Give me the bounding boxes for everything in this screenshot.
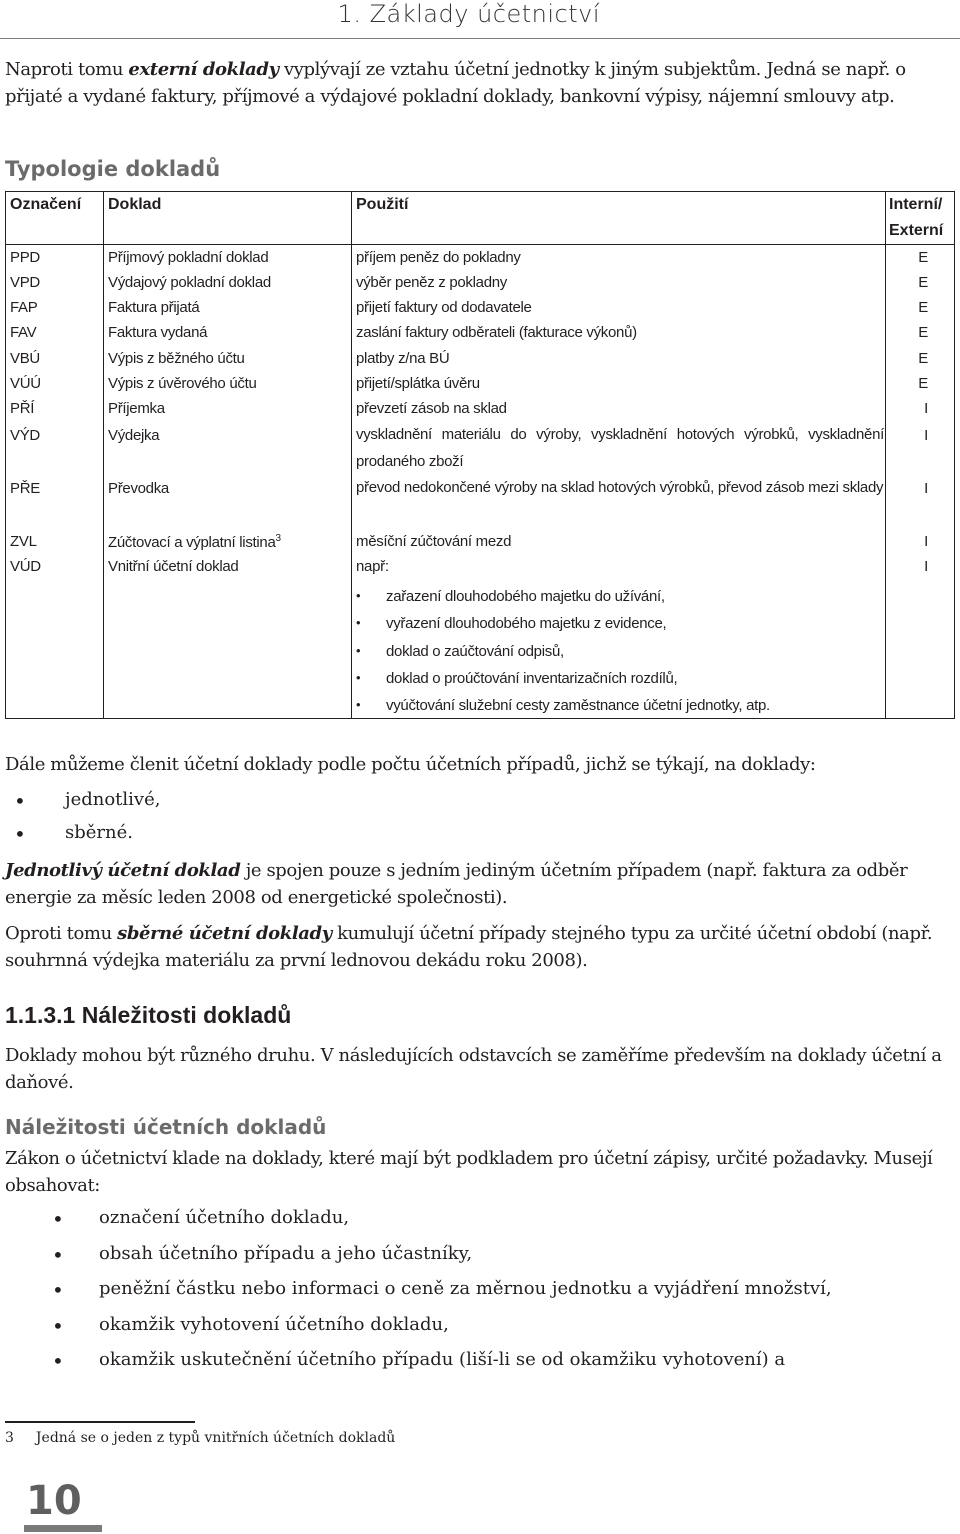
row-usage: převod nedokončené výroby na sklad hotových výrobků, převod zásob mezi sklady (356, 479, 884, 496)
footnote-rule (5, 1421, 195, 1423)
header-usage: Použití (356, 196, 409, 213)
row-type: E (918, 274, 928, 291)
column-divider (885, 192, 886, 718)
page-number: 10 (26, 1478, 82, 1524)
row-type: I (924, 533, 928, 550)
requirements-heading: Náležitosti účetních dokladů (5, 1115, 327, 1139)
row-document: Příjmový pokladní doklad (108, 249, 269, 266)
row-type: E (918, 375, 928, 392)
row-type: I (924, 400, 928, 417)
intro-pre: Naproti tomu (5, 59, 129, 80)
row-type: E (918, 299, 928, 316)
header-rule (6, 244, 954, 245)
row-usage: zaslání faktury odběrateli (fakturace výkonů) (356, 324, 637, 341)
section-heading: 1.1.3.1 Náležitosti dokladů (5, 1002, 292, 1028)
header-internal: Interní/ (889, 196, 943, 213)
row-document (108, 533, 281, 551)
row-document: Výpis z běžného účtu (108, 350, 245, 367)
row-usage: výběr peněz z pokladny (356, 274, 507, 291)
page-number-bar (24, 1525, 102, 1532)
row-document: Příjemka (108, 400, 165, 417)
row-document: Výdejka (108, 427, 160, 444)
row-code: VBÚ (10, 350, 40, 367)
typology-heading: Typologie dokladů (5, 157, 221, 181)
section-intro-paragraph: Doklady mohou být různého druhu. V následujících odstavcích se zaměříme především na doklady účetní a daňové. (5, 1045, 942, 1093)
row-document-text: Zúčtovací a výplatní listina (108, 534, 276, 551)
row-code: PŘE (10, 480, 40, 497)
intro-paragraph (5, 56, 955, 110)
header-external: Externí (889, 222, 944, 239)
row-usage: měsíční zúčtování mezd (356, 533, 512, 550)
row-usage: převzetí zásob na sklad (356, 400, 507, 417)
row-document: Převodka (108, 480, 169, 497)
row-document: Výdajový pokladní doklad (108, 274, 271, 291)
row-code: ZVL (10, 533, 37, 550)
intro-emphasis: externí doklady (128, 59, 279, 80)
row-document: Výpis z úvěrového účtu (108, 375, 257, 392)
header-code: Označení (10, 196, 82, 213)
row-usage: platby z/na BÚ (356, 350, 450, 367)
division-paragraph: Dále můžeme členit účetní doklady podle počtu účetních případů, jichž se týkají, na doklady: (5, 754, 816, 775)
row-type: I (924, 558, 928, 575)
collective-doc-paragraph: Oproti tomu sběrné účetní doklady kumulují účetní případy stejného typu za určité účetní období (např. souhrnná výdejka materiálu za první lednovou dekádu roku 2008). (5, 923, 933, 971)
row-type: I (924, 480, 928, 497)
row-code: PŘÍ (10, 400, 35, 417)
row-code: PPD (10, 249, 40, 266)
row-type: E (918, 249, 928, 266)
row-type: E (918, 324, 928, 341)
row-code: FAP (10, 299, 38, 316)
column-divider (103, 192, 104, 718)
row-type: E (918, 350, 928, 367)
row-code: VÚÚ (10, 375, 41, 392)
single-doc-paragraph: Jednotlivý účetní doklad je spojen pouze s jedním jediným účetním případem (např. faktura za odběr energie za měsíc leden 2008 od energetické společnosti). (5, 860, 908, 908)
footnote-text: Jedná se o jeden z typů vnitřních účetních dokladů (35, 1430, 396, 1446)
row-code: VÚD (10, 558, 41, 575)
running-head-title: 1. Základy účetnictví (337, 0, 600, 28)
row-document: Faktura vydaná (108, 324, 208, 341)
row-code: VÝD (10, 427, 40, 444)
row-usage: přijetí faktury od dodavatele (356, 299, 532, 316)
document-types-table: Označení Doklad Použití Interní/ Externí PPD Příjmový pokladní doklad příjem peněz do pokladny E VPD Výdajový pokladní doklad výběr peněz z pokladny E FAP Faktura přijatá přijetí faktury od dodavatele E FAV Faktura vydaná zaslání faktury odběrateli (fakturace výkonů) E VBÚ Výpis z běžného účtu platby z/na BÚ E VÚÚ Výpis z úvěrového účtu přijetí/splátka úvěru E PŘÍ Příjemka převzetí zásob na sklad I VÝD Výdejka vyskladnění materiálu do výroby, vyskladnění hotových výrobků, vyskladnění prodaného zboží I PŘE Převodka převod nedokončené výroby na sklad hotových výrobků, převod zásob mezi sklady I ZVL Zúčtovací a výplatní listina$^3$ měsíční zúčtování mezd I VÚD Vnitřní účetní doklad např: I zařazení dlouhodobého majetku do užívání, vyřazení dlouhodobého majetku z evidence, doklad o zaúčtování odpisů, doklad o proúčtování inventarizačních rozdílů, vyúčtování služební cesty zaměstnance účetní jednotky, atp. (5, 191, 955, 719)
footnote (5, 1430, 395, 1446)
collective-doc-emphasis: sběrné účetní doklady (117, 923, 332, 944)
row-document: Faktura přijatá (108, 299, 200, 316)
requirements-intro: Zákon o účetnictví klade na doklady, které mají být podkladem pro účetní zápisy, určité požadavky. Musejí obsahovat: (5, 1148, 933, 1196)
row-usage: vyskladnění materiálu do výroby, vyskladnění hotových výrobků, vyskladnění prodaného zboží (356, 426, 884, 470)
single-doc-emphasis: Jednotlivý účetní doklad (5, 860, 241, 881)
row-usage: např: (356, 558, 389, 575)
row-code: VPD (10, 274, 40, 291)
row-document: Vnitřní účetní doklad (108, 558, 239, 575)
column-divider (351, 192, 352, 718)
header-document: Doklad (108, 196, 162, 213)
footnote-ref: 3 (275, 533, 281, 544)
row-usage: přijetí/splátka úvěru (356, 375, 480, 392)
row-type: I (924, 427, 928, 444)
intro-post: vyplývají ze vztahu účetní jednotky k jiným subjektům. Jedná se např. o přijaté a vydané faktury, příjmové a výdajové pokladní doklady, bankovní výpisy, nájemní smlouvy atp. (5, 59, 906, 107)
row-code: FAV (10, 324, 37, 341)
footnote-number: 3 (5, 1430, 14, 1446)
running-head (0, 0, 960, 39)
row-usage: příjem peněz do pokladny (356, 249, 521, 266)
